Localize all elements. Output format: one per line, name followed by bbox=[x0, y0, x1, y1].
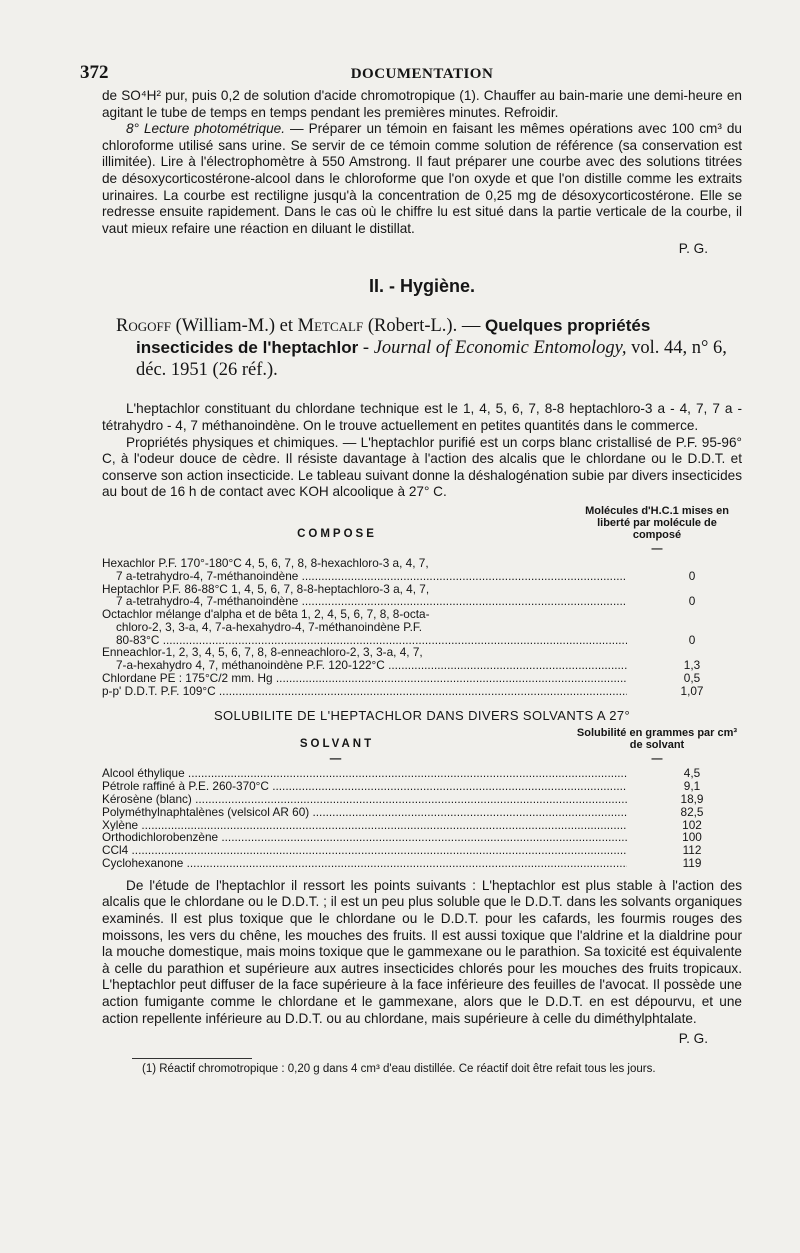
signature-2: P. G. bbox=[678, 1031, 708, 1047]
compound-line: 7 a-tetrahydro-4, 7-méthanoindène ..... bbox=[102, 595, 627, 608]
body-paragraph-1: L'heptachlor constituant du chlordane technique est le 1, 4, 5, 6, 7, 8-8 heptachloro-3 a - 4, 7, 7 a - tétrahydro - 4, 7 méthanoindène. On le trouve actuellement en petites quantités dans le commerce. bbox=[102, 401, 742, 433]
compound-line: 80-83°C ..... bbox=[102, 634, 627, 647]
table-2-col-solubility: Solubilité en grammes par cm³ de solvant bbox=[576, 726, 738, 751]
table-row bbox=[102, 608, 742, 646]
dehalogenation-table bbox=[102, 505, 742, 698]
page-number: 372 bbox=[80, 62, 109, 83]
compound-name bbox=[102, 608, 627, 646]
table-1-dash: — bbox=[651, 542, 663, 555]
table-1-col-molecules: Molécules d'H.C.1 mises en liberté par molécule de composé bbox=[585, 504, 729, 541]
table-row bbox=[102, 646, 742, 672]
solvent-line: Kérosène (blanc) ..... bbox=[102, 793, 627, 806]
solvent-name bbox=[102, 793, 627, 806]
solubility-value: 112 bbox=[682, 843, 702, 858]
section-title: II. - Hygiène. bbox=[368, 276, 476, 297]
table-1-header bbox=[102, 505, 742, 541]
author-2: Metcalf bbox=[297, 316, 364, 337]
solvent-line: Alcool éthylique ..... bbox=[102, 767, 627, 780]
solubility-value: 9,1 bbox=[683, 779, 701, 794]
table-2-caption: SOLUBILITE DE L'HEPTACHLOR DANS DIVERS SOLVANTS A 27° bbox=[213, 707, 631, 723]
compound-line: 7-a-hexahydro 4, 7, méthanoindène P.F. 120-122°C ..... bbox=[102, 659, 627, 672]
author-2-first: (Robert-L.). — bbox=[363, 316, 485, 337]
page-header bbox=[80, 58, 742, 88]
intro-paragraph-1: de SO⁴H² pur, puis 0,2 de solution d'acide chromotropique (1). Chauffer au bain-marie une demi-heure en agitant le tube de temps en temps pendant les premières minutes. Refroidir. bbox=[102, 88, 742, 120]
molecule-value: 0 bbox=[688, 594, 696, 609]
solvent-line: Xylène ..... bbox=[102, 819, 627, 832]
compound-line: Chlordane PE : 175°C/2 mm. Hg ..... bbox=[102, 672, 627, 685]
solvent-name bbox=[102, 819, 627, 832]
table-row bbox=[102, 844, 742, 857]
solvent-name bbox=[102, 767, 627, 780]
solvent-line: Pétrole raffiné à P.E. 260-370°C ..... bbox=[102, 780, 627, 793]
table-row bbox=[102, 780, 742, 793]
table-row bbox=[102, 806, 742, 819]
compound-line: Enneachlor-1, 2, 3, 4, 5, 6, 7, 8, 8-enneachloro-2, 3, 3-a, 4, 7, bbox=[102, 645, 423, 660]
solubility-table bbox=[102, 727, 742, 870]
solvent-name bbox=[102, 831, 627, 844]
solubility-value: 100 bbox=[682, 830, 702, 845]
solvent-line: Cyclohexanone ..... bbox=[102, 857, 627, 870]
table-row bbox=[102, 583, 742, 609]
table-row bbox=[102, 685, 742, 698]
table-row bbox=[102, 557, 742, 583]
table-1-col-compose: COMPOSE bbox=[297, 528, 377, 541]
table-row bbox=[102, 857, 742, 870]
solvent-line: CCl4 ..... bbox=[102, 844, 627, 857]
intro-text: — Préparer un témoin en faisant les mêmes opérations avec 100 cm³ du chloroforme utilisé sans urine. Se servir de ce témoin comme solution de référence (sa conservation est illimitée). Lire à l'électrophomètre à 550 Amstrong. Il faut préparer une courbe avec des solutions titrées de désoxycorticostérone-alcool dans le chloroforme que l'on oxyde et que l'on distille comme les extraits urinaires. La courbe est rectiligne jusqu'à la concentration de 0,25 mg de désoxycorticostérone. Elle se redresse ensuite rapidement. Dans le cas où le chiffre lu est situé dans la partie verticale de la courbe, il vaut mieux refaire une réaction en diluant le distillat. bbox=[102, 121, 742, 236]
compound-name bbox=[102, 583, 627, 609]
ref-details: vol. 44, n° 6, déc. 1951 (26 réf.). bbox=[136, 338, 727, 381]
solubility-value: 4,5 bbox=[683, 766, 701, 781]
page bbox=[80, 58, 742, 1077]
compound-name bbox=[102, 557, 627, 583]
compound-line: p-p' D.D.T. P.F. 109°C ..... bbox=[102, 685, 627, 698]
compound-line: Octachlor mélange d'alpha et de bêta 1, 2, 4, 5, 6, 7, 8, 8-octa- bbox=[102, 607, 430, 622]
molecule-value: 1,3 bbox=[683, 658, 701, 673]
compound-name bbox=[102, 646, 627, 672]
table-row bbox=[102, 819, 742, 832]
molecule-value: 0 bbox=[688, 568, 696, 583]
compound-line: Heptachlor P.F. 86-88°C 1, 4, 5, 6, 7, 8-8-heptachloro-3 a, 4, 7, bbox=[102, 581, 430, 596]
table-1-body bbox=[102, 557, 742, 698]
table-2-header bbox=[102, 727, 742, 751]
table-2-dash-right: — bbox=[651, 753, 663, 766]
signature-1: P. G. bbox=[678, 241, 708, 257]
body-paragraph-2: Propriétés physiques et chimiques. — L'heptachlor purifié est un corps blanc cristallisé de P.F. 95-96° C, à l'odeur douce de cèdre. Il résiste davantage à l'action des alcalis que le chlordane ou le D.D.T. et conserve son action insecticide. Le tableau suivant donne la déshalogénation subie par divers insecticides au bout de 16 h de contact avec KOH alcoolique à 27° C. bbox=[102, 434, 742, 500]
running-title: DOCUMENTATION bbox=[350, 66, 494, 82]
reference bbox=[116, 315, 742, 381]
table-1-dash-row bbox=[102, 543, 742, 555]
table-2-body bbox=[102, 767, 742, 869]
ref-separator: - bbox=[358, 338, 374, 359]
compound-name bbox=[102, 685, 627, 698]
compound-name bbox=[102, 672, 627, 685]
author-1: Rogoff bbox=[116, 316, 171, 337]
solvent-line: Orthodichlorobenzène ..... bbox=[102, 831, 627, 844]
solubility-value: 102 bbox=[682, 817, 702, 832]
solvent-name bbox=[102, 780, 627, 793]
solubility-value: 82,5 bbox=[680, 804, 704, 819]
footnote: (1) Réactif chromotropique : 0,20 g dans 4 cm³ d'eau distillée. Ce réactif doit être refait tous les jours. bbox=[142, 1063, 656, 1076]
table-2-dash-row bbox=[102, 753, 742, 766]
solvent-name bbox=[102, 806, 627, 819]
table-2-col-solvant: SOLVANT bbox=[299, 737, 375, 750]
solvent-name bbox=[102, 844, 627, 857]
molecule-value: 1,07 bbox=[680, 683, 704, 698]
table-2-dash-left: — bbox=[329, 752, 345, 765]
table-row bbox=[102, 831, 742, 844]
solubility-value: 119 bbox=[682, 856, 702, 871]
compound-line: 7 a-tetrahydro-4, 7-méthanoindène ..... bbox=[102, 570, 627, 583]
molecule-value: 0,5 bbox=[683, 671, 701, 686]
solubility-value: 18,9 bbox=[680, 792, 704, 807]
molecule-value: 0 bbox=[688, 632, 696, 647]
compound-line: Hexachlor P.F. 170°-180°C 4, 5, 6, 7, 8, 8-hexachloro-3 a, 4, 7, bbox=[102, 555, 429, 570]
table-row bbox=[102, 793, 742, 806]
author-1-first: (William-M.) et bbox=[170, 316, 298, 337]
footnote-rule bbox=[132, 1058, 252, 1059]
table-row bbox=[102, 672, 742, 685]
article-title: Quelques propriétés insecticides de l'heptachlor bbox=[136, 316, 651, 358]
compound-line: chloro-2, 3, 3-a, 4, 7-a-hexahydro-4, 7-méthanoindène P.F. bbox=[116, 619, 423, 634]
table-row bbox=[102, 767, 742, 780]
intro-lead: 8° Lecture photométrique. bbox=[126, 121, 285, 137]
conclusion-paragraph: De l'étude de l'heptachlor il ressort les points suivants : L'heptachlor est plus stable à l'action des alcalis que le chlordane ou le D.D.T. ; il est un peu plus soluble que le D.D.T. dans les solvants organiques examinés. Il est plus toxique que le chlordane ou le D.D.T. pour les cafards, les fourmis rouges des moissons, les vers du chêne, les mouches des fruits. Il est aussi toxique que l'aldrine et la dialdrine pour la mouche domestique, mais moins toxique que le gammexane ou le parathion. Sa toxicité est équivalente à celle du parathion et supérieure aux autres insecticides chlorés pour les mouches des fruits tropicaux. L'heptachlor peut diffuser de la face supérieure à la face inférieure des feuilles de l'avocat. Il possède une action fumigante comme le chlordane et le gammexane, alors que le D.D.T. en est dépourvu, et une action repellente inférieure au D.D.T. ou au chlordane, mais supérieure à celle du diméthylphtalate. bbox=[102, 877, 742, 1026]
solvent-name bbox=[102, 857, 627, 870]
journal-name: Journal of Economic Entomology, bbox=[373, 338, 627, 359]
solvent-line: Polyméthylnaphtalènes (velsicol AR 60) ..... bbox=[102, 806, 627, 819]
intro-paragraph-2 bbox=[102, 121, 742, 237]
